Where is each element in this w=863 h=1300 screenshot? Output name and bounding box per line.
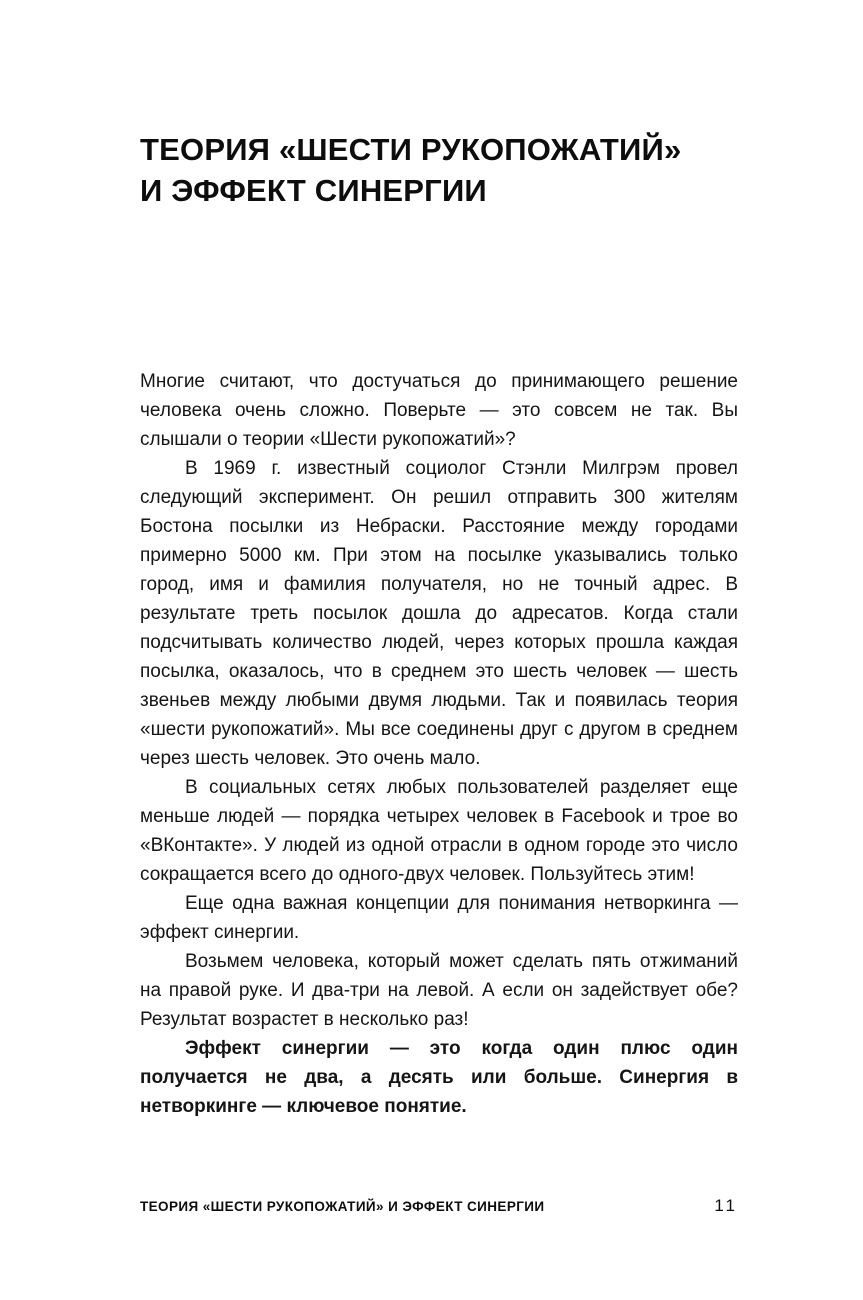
- chapter-title-line-1: ТЕОРИЯ «ШЕСТИ РУКОПОЖАТИЙ»: [140, 132, 682, 167]
- body-paragraph: В социальных сетях любых пользователей разделяет еще меньше людей — порядка четырех человек в Facebook и трое во «ВКонтакте». У людей из одной отрасли в одном городе это число сокращается всего до одного-двух человек. Пользуйтесь этим!: [140, 776, 738, 885]
- body-paragraph: В 1969 г. известный социолог Стэнли Милгрэм провел следующий эксперимент. Он решил отправить 300 жителям Бостона посылки из Небраски. Расстояние между городами примерно 5000 км. При этом на посылке указывались только город, имя и фамилия получателя, но не точный адрес. В результате треть посылок дошла до адресатов. Когда стали подсчитывать количество людей, через которых прошла каждая посылка, оказалось, что в среднем это шесть человек — шесть звеньев между любыми двумя людьми. Так и появилась теория «шести рукопожатий». Мы все соединены друг с другом в среднем через шесть человек. Это очень мало.: [140, 457, 738, 769]
- page-content: [140, 130, 738, 1121]
- body-paragraph: Возьмем человека, который может сделать пять отжиманий на правой руке. И два-три на левой. А если он задействует обе? Результат возрастет в несколько раз!: [140, 950, 738, 1030]
- page-footer: [140, 1196, 738, 1216]
- running-title: ТЕОРИЯ «ШЕСТИ РУКОПОЖАТИЙ» И ЭФФЕКТ СИНЕРГИИ: [140, 1199, 545, 1214]
- body-paragraph: Многие считают, что достучаться до принимающего решение человека очень сложно. Поверьте — это совсем не так. Вы слышали о теории «Шести рукопожатий»?: [140, 370, 738, 450]
- chapter-title-line-2: И ЭФФЕКТ СИНЕРГИИ: [140, 172, 487, 208]
- body-text: [140, 367, 738, 1121]
- body-paragraph: Еще одна важная концепции для понимания нетворкинга — эффект синергии.: [140, 892, 738, 943]
- page-number: 11: [714, 1196, 738, 1215]
- chapter-title: [140, 130, 738, 212]
- body-paragraph-emphasis: Эффект синергии — это когда один плюс один получается не два, а десять или больше. Синергия в нетворкинге — ключевое понятие.: [140, 1037, 738, 1117]
